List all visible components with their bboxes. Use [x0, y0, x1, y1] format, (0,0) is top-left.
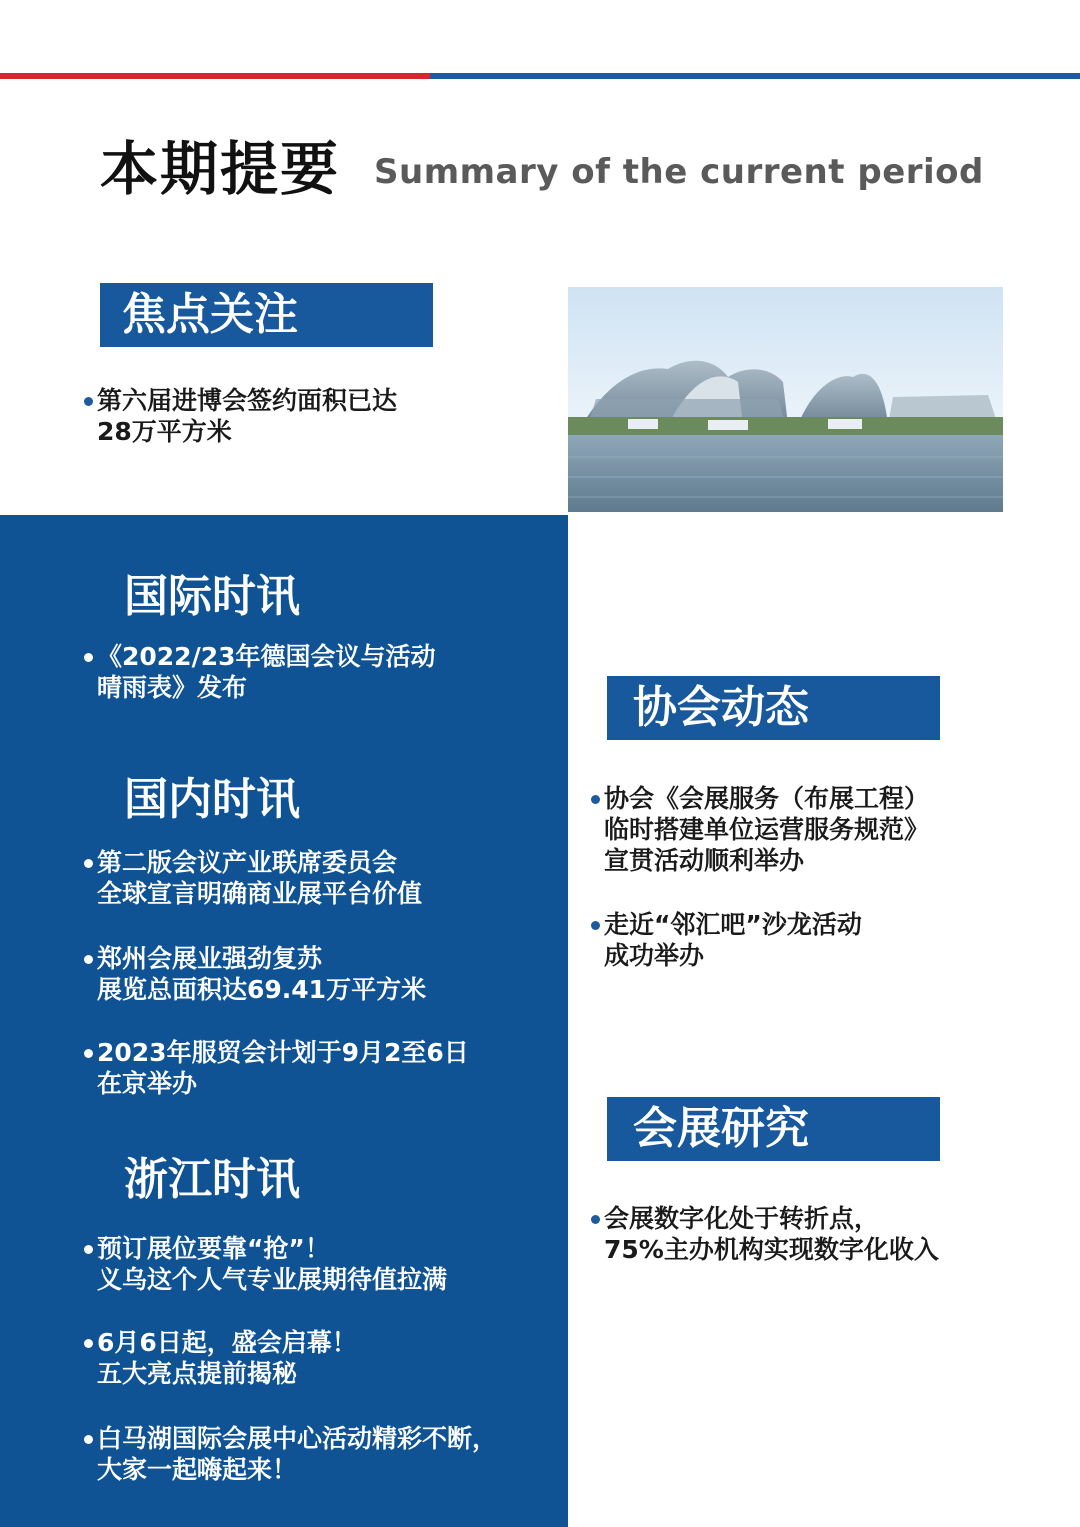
- item-line: 28万平方米: [97, 417, 232, 446]
- page-title-cn: 本期提要: [100, 135, 341, 203]
- item-line: 第六届进博会签约面积已达: [97, 386, 398, 415]
- bullet-icon: [84, 955, 93, 964]
- list-item-zhejiang-2[interactable]: [84, 1327, 357, 1389]
- item-line: 大家一起嗨起来！: [97, 1455, 298, 1484]
- list-item-domestic-3[interactable]: [84, 1037, 469, 1099]
- item-line: 全球宣言明确商业展平台价值: [97, 879, 423, 908]
- bullet-icon: [591, 795, 600, 804]
- list-item-domestic-1[interactable]: [84, 847, 422, 909]
- item-line: 在京举办: [97, 1069, 198, 1098]
- list-item-association-2[interactable]: [591, 909, 862, 971]
- item-line: 预订展位要靠“抢”！: [97, 1234, 330, 1263]
- bullet-icon: [84, 1435, 93, 1444]
- section-title-domestic: 国内时讯: [124, 774, 300, 825]
- item-line: 展览总面积达69.41万平方米: [97, 975, 427, 1004]
- bullet-icon: [591, 921, 600, 930]
- item-line: 75%主办机构实现数字化收入: [604, 1235, 939, 1264]
- item-line: 五大亮点提前揭秘: [97, 1359, 298, 1388]
- item-line: 走近“邻汇吧”沙龙活动: [604, 910, 862, 939]
- bullet-icon: [84, 653, 93, 662]
- bullet-icon: [84, 397, 93, 406]
- photo-illustration: [568, 287, 1003, 512]
- list-item-association-1[interactable]: [591, 783, 929, 876]
- item-line: 2023年服贸会计划于9月2至6日: [97, 1038, 469, 1067]
- page-title-en: Summary of the current period: [374, 152, 984, 192]
- item-line: 《2022/23年德国会议与活动: [97, 642, 436, 671]
- item-line: 义乌这个人气专业展期待值拉满: [97, 1265, 448, 1294]
- bullet-icon: [84, 859, 93, 868]
- list-item-international-1[interactable]: [84, 641, 436, 703]
- section-label-focus: 焦点关注: [100, 283, 433, 347]
- item-line: 宣贯活动顺利举办: [604, 846, 805, 875]
- item-line: 临时搭建单位运营服务规范》: [604, 815, 930, 844]
- top-rule-red: [0, 73, 430, 79]
- section-label-research: 会展研究: [607, 1097, 940, 1161]
- list-item-zhejiang-1[interactable]: [84, 1233, 447, 1295]
- item-line: 会展数字化处于转折点，: [604, 1204, 880, 1233]
- list-item-research-1[interactable]: [591, 1203, 939, 1265]
- item-line: 协会《会展服务（布展工程）: [604, 784, 930, 813]
- item-line: 成功举办: [604, 941, 705, 970]
- section-label-association: 协会动态: [607, 676, 940, 740]
- bullet-icon: [84, 1049, 93, 1058]
- list-item-domestic-2[interactable]: [84, 943, 426, 1005]
- bullet-icon: [591, 1215, 600, 1224]
- bullet-icon: [84, 1339, 93, 1348]
- item-line: 郑州会展业强劲复苏: [97, 944, 323, 973]
- item-line: 第二版会议产业联席委员会: [97, 848, 398, 877]
- item-line: 6月6日起，盛会启幕！: [97, 1328, 357, 1357]
- list-item-focus-1[interactable]: [84, 385, 397, 447]
- section-title-zhejiang: 浙江时讯: [124, 1154, 300, 1205]
- exhibition-center-photo: [568, 287, 1003, 512]
- list-item-zhejiang-3[interactable]: [84, 1423, 497, 1485]
- bullet-icon: [84, 1245, 93, 1254]
- section-title-international: 国际时讯: [124, 571, 300, 622]
- top-rule-blue: [430, 73, 1080, 79]
- item-line: 白马湖国际会展中心活动精彩不断，: [97, 1424, 498, 1453]
- item-line: 晴雨表》发布: [97, 673, 248, 702]
